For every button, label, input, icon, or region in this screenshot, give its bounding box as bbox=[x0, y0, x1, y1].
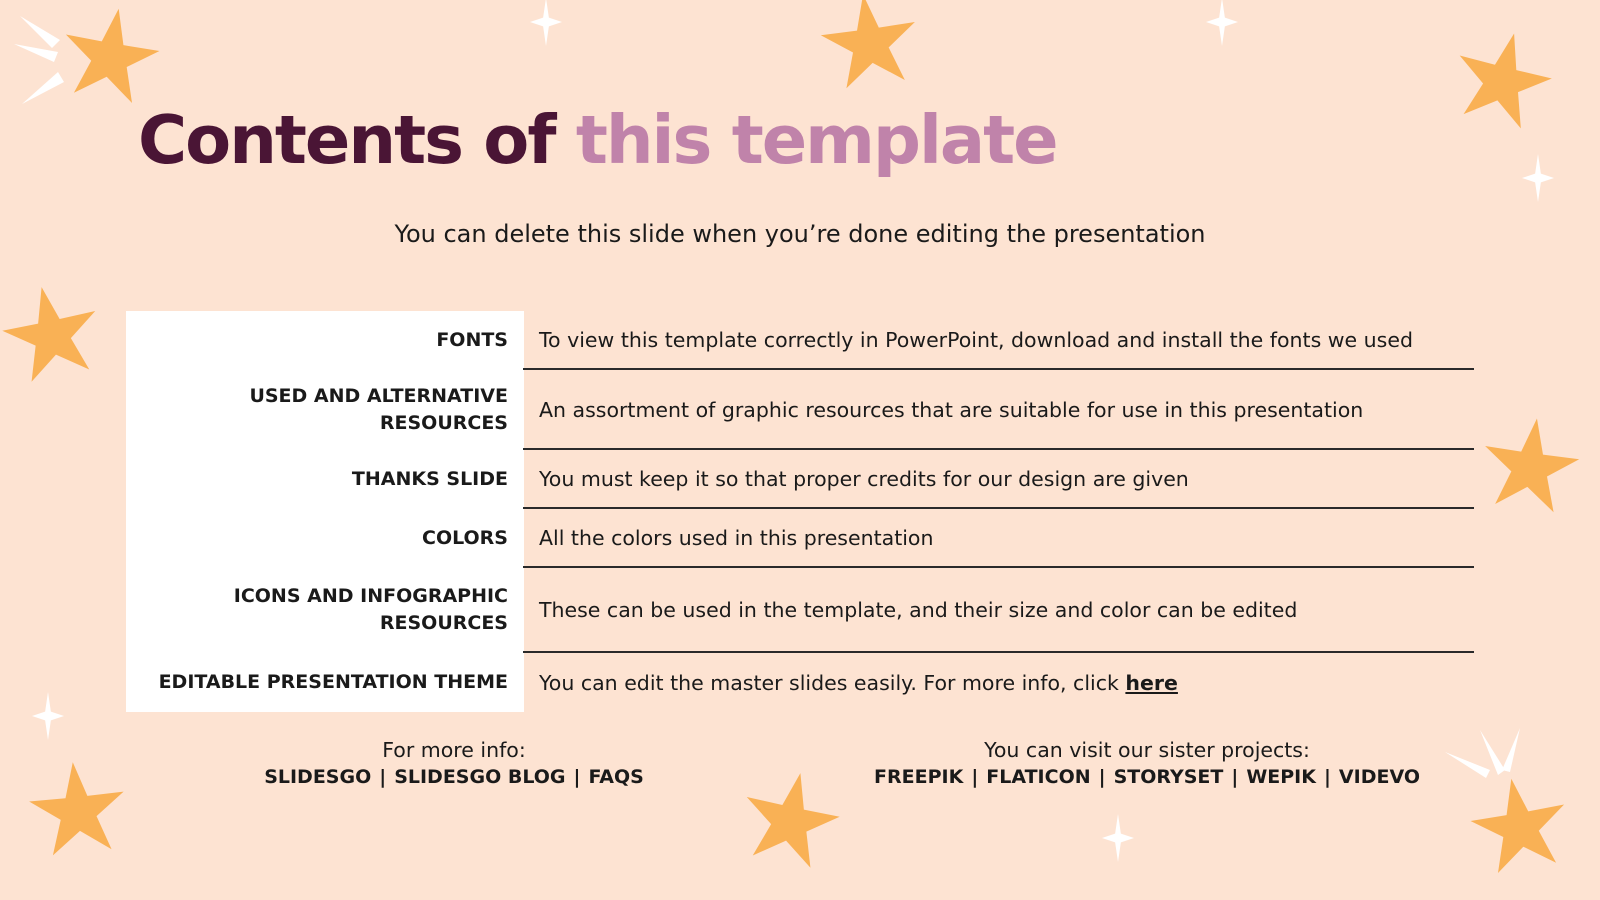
row-label: USED AND ALTERNATIVE RESOURCES bbox=[249, 384, 508, 434]
subtitle: You can delete this slide when you’re done editing the presentation bbox=[394, 220, 1206, 248]
row-description: To view this template correctly in PowerPoint, download and install the fonts we used bbox=[539, 328, 1413, 352]
sparkle-icon bbox=[1522, 154, 1554, 202]
footer-more-info-text: For more info: bbox=[382, 738, 526, 762]
row-description: These can be used in the template, and their size and color can be edited bbox=[539, 598, 1298, 622]
link-storyset[interactable]: STORYSET bbox=[1113, 766, 1224, 788]
star-icon bbox=[735, 763, 847, 871]
star-icon bbox=[56, 1, 165, 107]
contents-row-colors bbox=[126, 509, 1474, 567]
here-link[interactable]: here bbox=[1125, 670, 1178, 695]
row-label: FONTS bbox=[436, 328, 508, 351]
footer-more-info bbox=[204, 737, 704, 791]
star-icon bbox=[1465, 771, 1574, 877]
contents-row-thanks bbox=[126, 450, 1474, 508]
star-icon bbox=[1446, 22, 1560, 133]
star-icon bbox=[1477, 412, 1584, 515]
link-separator: | bbox=[573, 766, 581, 788]
row-label: THANKS SLIDE bbox=[351, 467, 508, 490]
sparkle-icon bbox=[32, 692, 64, 740]
contents-row-resources bbox=[126, 370, 1474, 449]
row-description: You must keep it so that proper credits for our design are given bbox=[539, 467, 1189, 491]
link-videvo[interactable]: VIDEVO bbox=[1338, 766, 1420, 788]
title-main: Contents of bbox=[138, 101, 555, 179]
link-separator: | bbox=[1098, 766, 1106, 788]
sparkle-icon bbox=[1102, 814, 1134, 862]
sparkle-icon bbox=[1206, 0, 1238, 46]
link-separator: | bbox=[1323, 766, 1331, 788]
link-separator: | bbox=[379, 766, 387, 788]
contents-row-fonts bbox=[126, 311, 1474, 369]
link-wepik[interactable]: WEPIK bbox=[1246, 766, 1316, 788]
contents-row-theme bbox=[126, 653, 1474, 712]
link-slidesgo-blog[interactable]: SLIDESGO BLOG bbox=[394, 766, 566, 788]
link-freepik[interactable]: FREEPIK bbox=[874, 766, 964, 788]
row-label: COLORS bbox=[422, 526, 508, 549]
burst-icon bbox=[1445, 728, 1520, 778]
footer-sister-projects bbox=[847, 737, 1447, 791]
star-icon bbox=[26, 757, 130, 857]
link-slidesgo[interactable]: SLIDESGO bbox=[264, 766, 372, 788]
title-accent: this template bbox=[575, 101, 1057, 179]
row-description: An assortment of graphic resources that are suitable for use in this presentation bbox=[539, 397, 1364, 422]
row-label: ICONS AND INFOGRAPHIC RESOURCES bbox=[233, 585, 508, 634]
link-separator: | bbox=[971, 766, 979, 788]
star-icon bbox=[0, 277, 107, 385]
sparkle-icon bbox=[530, 0, 562, 46]
star-icon bbox=[816, 0, 923, 91]
burst-icon bbox=[14, 16, 64, 104]
row-description bbox=[524, 671, 1474, 695]
row-description: All the colors used in this presentation bbox=[539, 526, 934, 550]
row-label: EDITABLE PRESENTATION THEME bbox=[158, 671, 508, 693]
page-title bbox=[138, 101, 1057, 179]
link-flaticon[interactable]: FLATICON bbox=[986, 766, 1091, 788]
link-separator: | bbox=[1231, 766, 1239, 788]
contents-row-icons bbox=[126, 568, 1474, 652]
link-faqs[interactable]: FAQS bbox=[588, 766, 644, 788]
footer-sister-projects-text: You can visit our sister projects: bbox=[984, 738, 1310, 762]
row-description-text: You can edit the master slides easily. For more info, click bbox=[539, 670, 1119, 695]
